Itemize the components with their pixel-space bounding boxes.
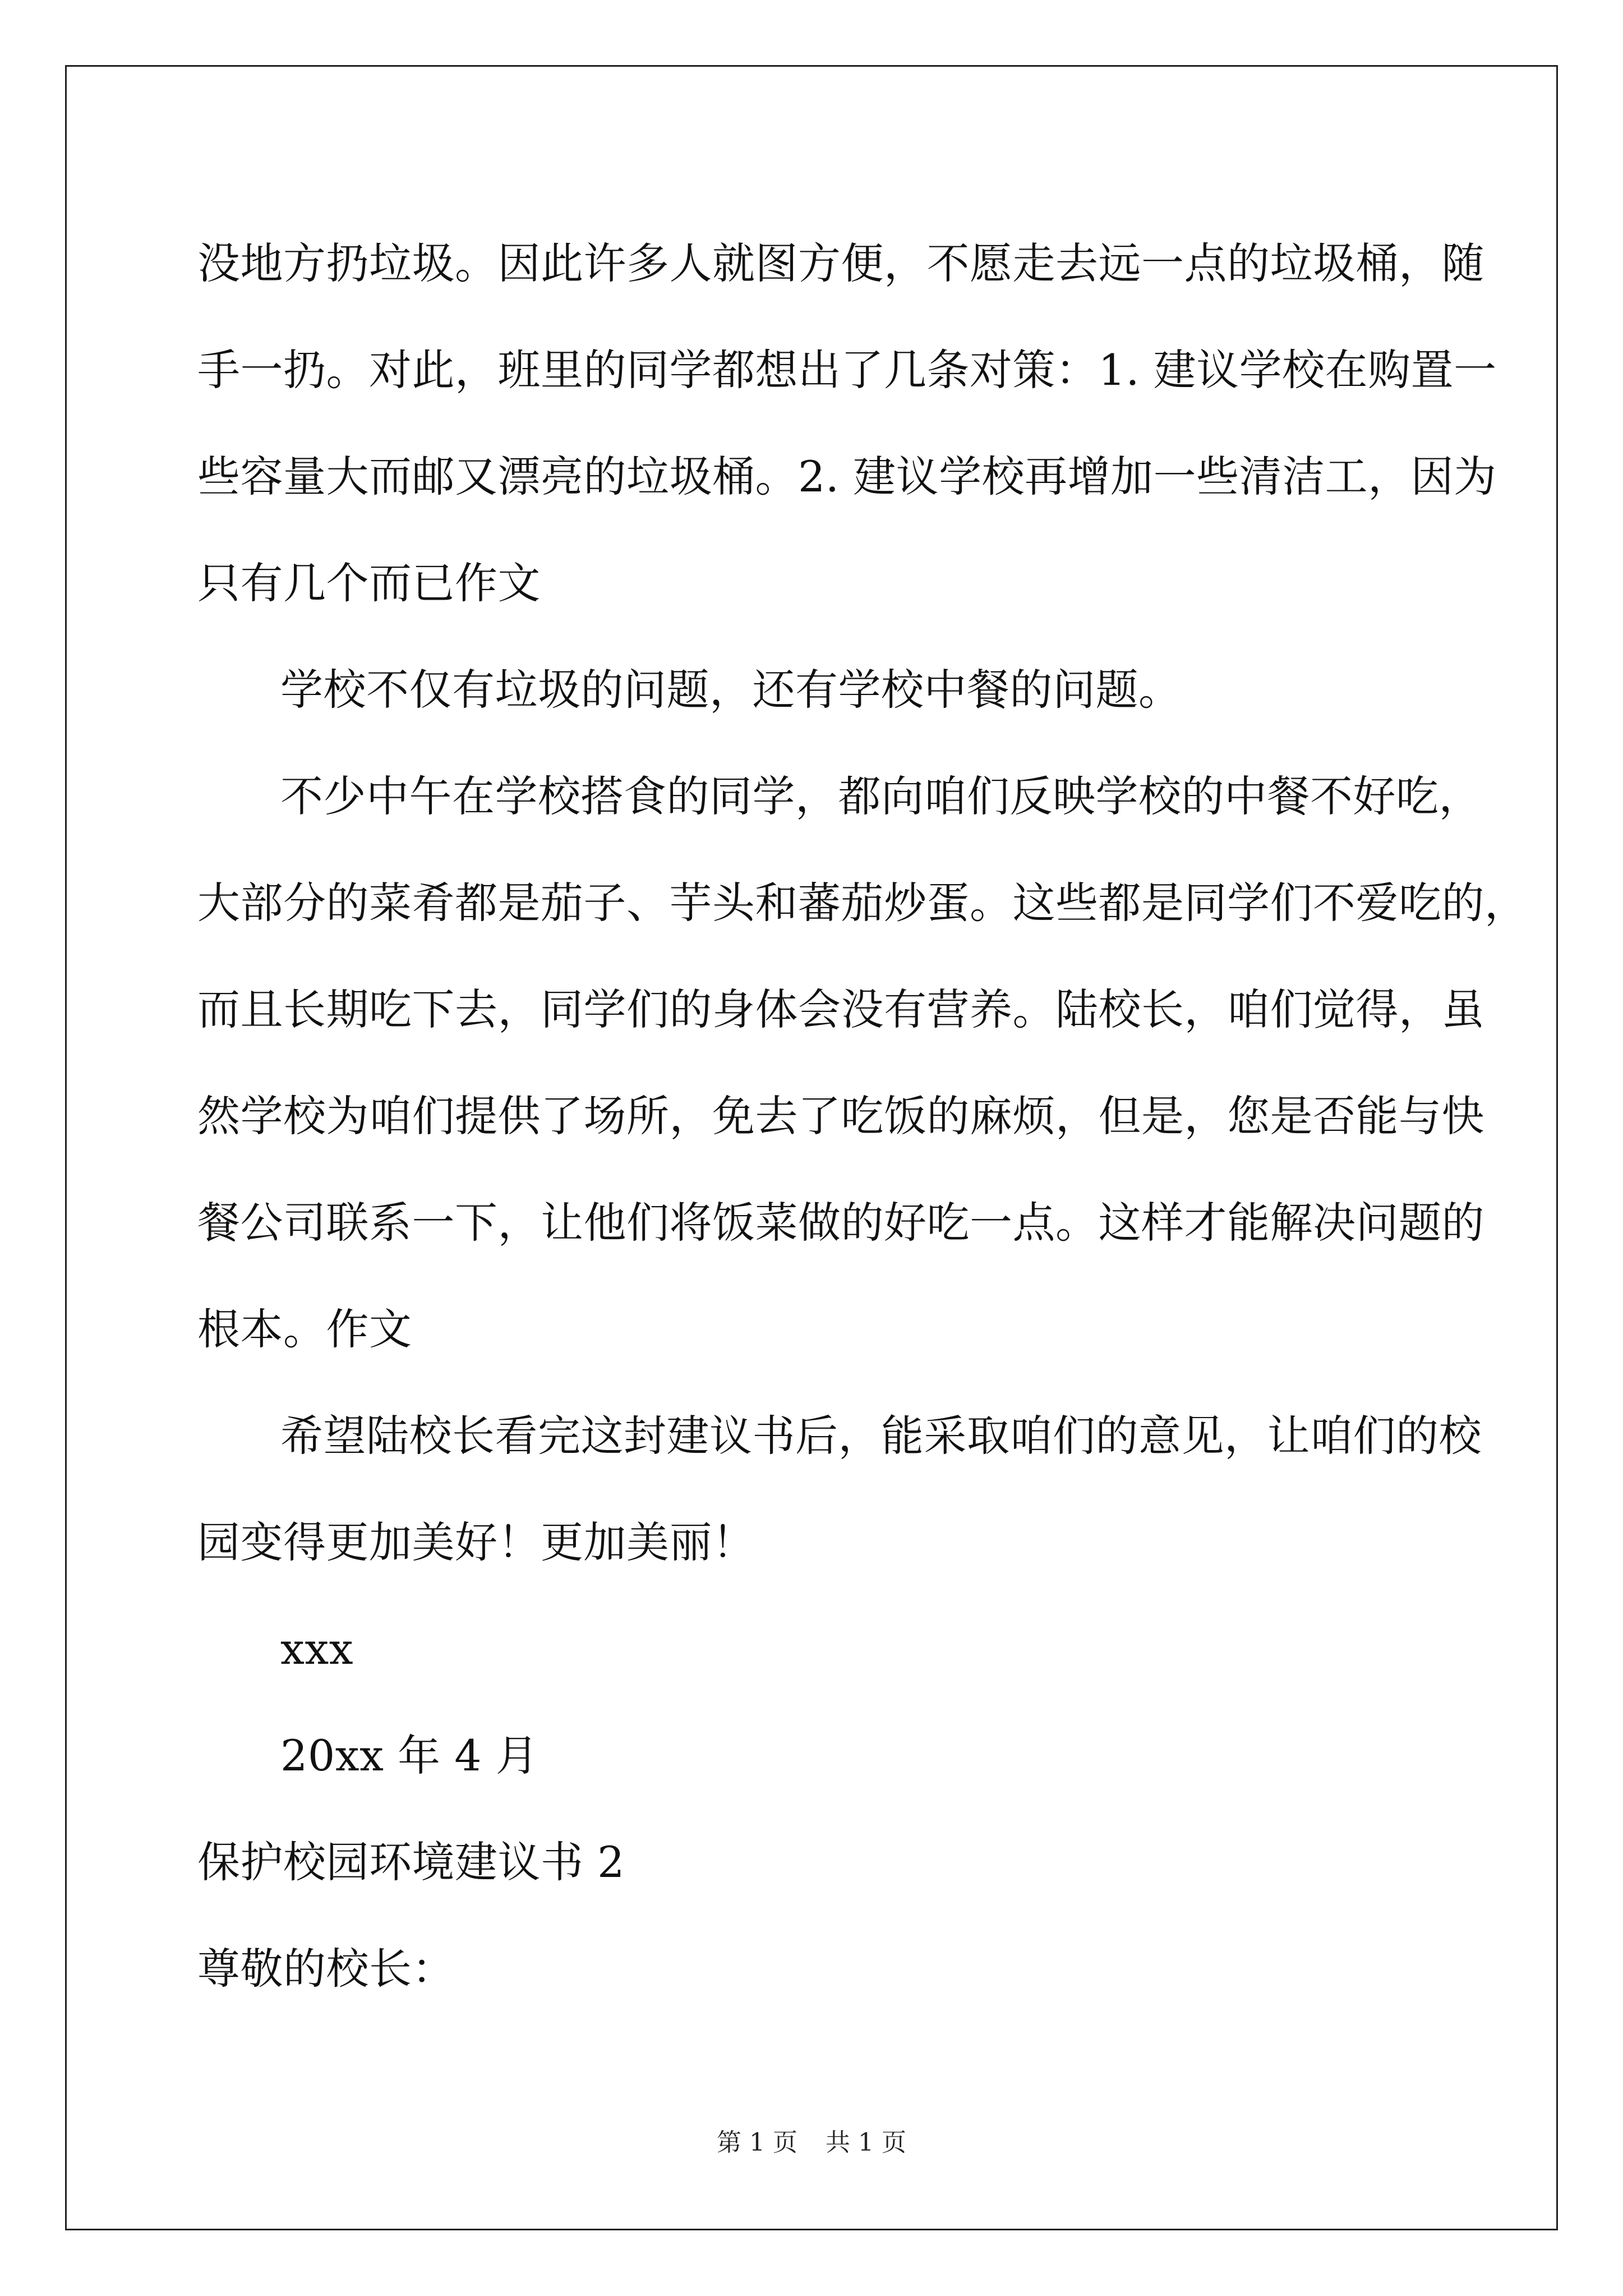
page-number: 第 1 页	[717, 2128, 797, 2157]
text-line: 然学校为咱们提供了场所，免去了吃饭的麻烦，但是，您是否能与快	[197, 1091, 1484, 1141]
text-line: 些容量大而邮又漂亮的垃圾桶。2. 建议学校再增加一些清洁工，因为	[197, 452, 1497, 501]
signature-date: 20xx 年 4 月	[280, 1731, 539, 1780]
text-line: 学校不仅有垃圾的问题，还有学校中餐的问题。	[280, 665, 1182, 715]
text-line: 没地方扔垃圾。因此许多人就图方便，不愿走去远一点的垃圾桶，随	[197, 238, 1484, 288]
text-line: 而且长期吃下去，同学们的身体会没有营养。陆校长，咱们觉得，虽	[197, 984, 1484, 1034]
document-body	[197, 210, 1528, 2022]
text-line: 手一扔。对此，班里的同学都想出了几条对策：1. 建议学校在购置一	[197, 345, 1497, 395]
section-title: 保护校园环境建议书 2	[197, 1837, 625, 1887]
signature-name: xxx	[280, 1624, 354, 1674]
page-footer	[0, 2126, 1623, 2160]
text-line: 只有几个而已作文	[197, 558, 541, 608]
text-line: 根本。作文	[197, 1304, 412, 1354]
text-line: 园变得更加美好！更加美丽！	[197, 1517, 755, 1567]
text-line: 希望陆校长看完这封建议书后，能采取咱们的意见，让咱们的校	[280, 1411, 1482, 1461]
salutation: 尊敬的校长：	[197, 1944, 455, 1994]
text-line: 餐公司联系一下，让他们将饭菜做的好吃一点。这样才能解决问题的	[197, 1198, 1484, 1248]
text-line: 不少中午在学校搭食的同学，都向咱们反映学校的中餐不好吃，	[280, 771, 1482, 821]
page-total: 共 1 页	[826, 2128, 906, 2157]
text-line: 大部分的菜肴都是茄子、芋头和蕃茄炒蛋。这些都是同学们不爱吃的，	[197, 878, 1528, 928]
